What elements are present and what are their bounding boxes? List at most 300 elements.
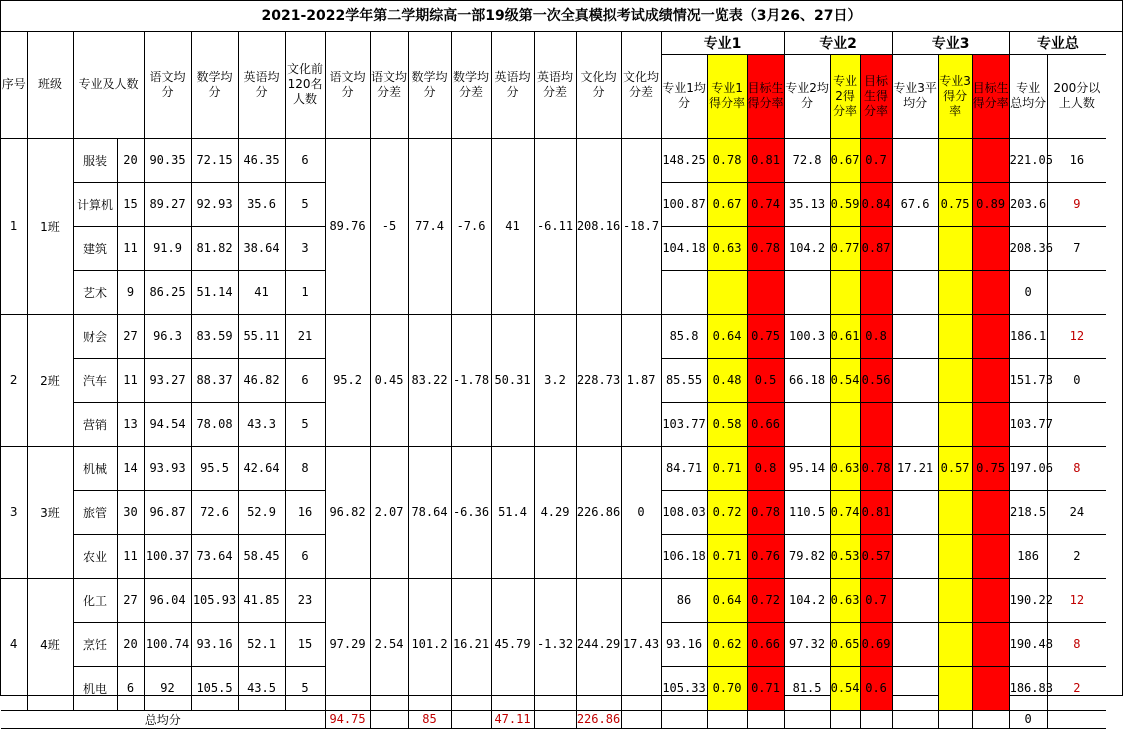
m2-target-cell: 0.7 (860, 578, 892, 622)
math-avg-cell: 105.93 (191, 578, 238, 622)
m3-avg-cell (892, 270, 938, 314)
m1-target-cell: 0.72 (747, 578, 784, 622)
over200-cell: 0 (1047, 358, 1106, 402)
top120-cell: 6 (285, 534, 325, 578)
class-chinese-diff-cell: 2.54 (370, 578, 408, 710)
m3-rate-cell (938, 490, 972, 534)
culture-diff-cell: 1.87 (621, 314, 661, 446)
class-english-avg-cell: 41 (491, 138, 534, 314)
m1-target-cell: 0.75 (747, 314, 784, 358)
people-cell: 20 (117, 138, 144, 182)
summary-chinese-avg: 94.75 (325, 710, 370, 728)
m2-target-cell: 0.69 (860, 622, 892, 666)
math-avg-cell: 83.59 (191, 314, 238, 358)
top120-cell: 6 (285, 138, 325, 182)
m3-target-cell (972, 578, 1009, 622)
over200-cell (1047, 270, 1106, 314)
people-cell: 27 (117, 578, 144, 622)
major-cell: 建筑 (73, 226, 117, 270)
m2-rate-cell: 0.67 (830, 138, 860, 182)
top120-cell: 6 (285, 358, 325, 402)
math-avg-cell: 81.82 (191, 226, 238, 270)
over200-cell: 16 (1047, 138, 1106, 182)
m2-avg-cell: 97.32 (784, 622, 830, 666)
m1-rate-cell: 0.64 (707, 578, 747, 622)
chinese-avg-cell: 93.93 (144, 446, 191, 490)
header-group-total: 专业总 (1009, 32, 1106, 54)
summary-label: 总均分 (1, 710, 325, 728)
m3-target-cell (972, 358, 1009, 402)
top120-cell: 5 (285, 402, 325, 446)
class-math-avg-cell: 77.4 (408, 138, 451, 314)
m2-avg-cell: 79.82 (784, 534, 830, 578)
class-math-diff-cell: -7.6 (451, 138, 491, 314)
header-m2-avg: 专业2均分 (784, 54, 830, 138)
total-avg-cell: 103.77 (1009, 402, 1047, 446)
english-avg-cell: 43.5 (238, 666, 285, 710)
m1-rate-cell: 0.71 (707, 534, 747, 578)
total-avg-cell: 221.05 (1009, 138, 1047, 182)
people-cell: 15 (117, 182, 144, 226)
header-group-major1: 专业1 (661, 32, 784, 54)
table-row (1, 578, 1135, 622)
class-chinese-diff-cell: 2.07 (370, 446, 408, 578)
m1-target-cell: 0.66 (747, 622, 784, 666)
m3-avg-cell: 67.6 (892, 182, 938, 226)
class-english-diff-cell: -1.32 (534, 578, 576, 710)
culture-diff-cell: 17.43 (621, 578, 661, 710)
math-avg-cell: 78.08 (191, 402, 238, 446)
m3-target-cell (972, 534, 1009, 578)
m1-target-cell: 0.78 (747, 490, 784, 534)
m2-rate-cell: 0.54 (830, 358, 860, 402)
m2-avg-cell: 35.13 (784, 182, 830, 226)
major-cell: 机械 (73, 446, 117, 490)
m2-avg-cell (784, 270, 830, 314)
header-math-avg: 数学均分 (191, 32, 238, 138)
top120-cell: 16 (285, 490, 325, 534)
culture-avg-cell: 228.73 (576, 314, 621, 446)
class-english-diff-cell: 4.29 (534, 446, 576, 578)
culture-avg-cell: 208.16 (576, 138, 621, 314)
m2-rate-cell: 0.53 (830, 534, 860, 578)
class-english-avg-cell: 50.31 (491, 314, 534, 446)
header-m1-avg: 专业1均分 (661, 54, 707, 138)
m1-avg-cell (661, 270, 707, 314)
total-avg-cell: 190.48 (1009, 622, 1047, 666)
header-english-diff: 英语均分差 (534, 32, 576, 138)
chinese-avg-cell: 100.37 (144, 534, 191, 578)
english-avg-cell: 58.45 (238, 534, 285, 578)
m1-avg-cell: 104.18 (661, 226, 707, 270)
header-m2-rate: 专业2得分率 (830, 54, 860, 138)
m3-avg-cell (892, 578, 938, 622)
chinese-avg-cell: 93.27 (144, 358, 191, 402)
m3-avg-cell (892, 534, 938, 578)
people-cell: 13 (117, 402, 144, 446)
total-avg-cell: 186.83 (1009, 666, 1047, 710)
m3-rate-cell (938, 270, 972, 314)
m3-avg-cell (892, 314, 938, 358)
m3-avg-cell (892, 622, 938, 666)
m1-rate-cell: 0.58 (707, 402, 747, 446)
m1-target-cell: 0.74 (747, 182, 784, 226)
m2-avg-cell: 110.5 (784, 490, 830, 534)
header-culture-diff: 文化均分差 (621, 32, 661, 138)
english-avg-cell: 55.11 (238, 314, 285, 358)
culture-avg-cell: 226.86 (576, 446, 621, 578)
m1-rate-cell: 0.48 (707, 358, 747, 402)
major-cell: 艺术 (73, 270, 117, 314)
m3-target-cell (972, 226, 1009, 270)
english-avg-cell: 52.9 (238, 490, 285, 534)
summary-total-avg: 0 (1009, 710, 1047, 728)
math-avg-cell: 51.14 (191, 270, 238, 314)
m1-target-cell: 0.5 (747, 358, 784, 402)
header-m3-rate: 专业3得分率 (938, 54, 972, 138)
m2-avg-cell: 104.2 (784, 226, 830, 270)
summary-english-avg: 47.11 (491, 710, 534, 728)
chinese-avg-cell: 96.04 (144, 578, 191, 622)
m3-target-cell (972, 666, 1009, 710)
major-cell: 计算机 (73, 182, 117, 226)
top120-cell: 21 (285, 314, 325, 358)
over200-cell: 8 (1047, 446, 1106, 490)
m1-target-cell (747, 270, 784, 314)
class-math-avg-cell: 83.22 (408, 314, 451, 446)
major-cell: 农业 (73, 534, 117, 578)
header-total-avg: 专业 总均分 (1009, 54, 1047, 138)
english-avg-cell: 41 (238, 270, 285, 314)
summary-empty (747, 710, 784, 728)
culture-diff-cell: 0 (621, 446, 661, 578)
m2-rate-cell (830, 402, 860, 446)
m3-avg-cell (892, 666, 938, 710)
header-seq: 序号 (1, 32, 27, 138)
seq-cell: 4 (1, 578, 27, 710)
culture-diff-cell: -18.7 (621, 138, 661, 314)
major-cell: 营销 (73, 402, 117, 446)
header-m2-target: 目标生得分率 (860, 54, 892, 138)
header-m1-rate: 专业1得分率 (707, 54, 747, 138)
m1-target-cell: 0.71 (747, 666, 784, 710)
table-row (1, 446, 1135, 490)
major-cell: 机电 (73, 666, 117, 710)
people-cell: 9 (117, 270, 144, 314)
total-avg-cell: 190.22 (1009, 578, 1047, 622)
m2-avg-cell: 66.18 (784, 358, 830, 402)
over200-cell: 12 (1047, 314, 1106, 358)
top120-cell: 8 (285, 446, 325, 490)
english-avg-cell: 52.1 (238, 622, 285, 666)
m2-target-cell: 0.81 (860, 490, 892, 534)
score-table (1, 32, 1135, 729)
over200-cell: 8 (1047, 622, 1106, 666)
m1-avg-cell: 106.18 (661, 534, 707, 578)
header-math-diff: 数学均分差 (451, 32, 491, 138)
class-name-cell: 3班 (27, 446, 73, 578)
m1-avg-cell: 86 (661, 578, 707, 622)
m2-target-cell (860, 402, 892, 446)
header-group-major3: 专业3 (892, 32, 1009, 54)
header-chinese-avg: 语文均分 (144, 32, 191, 138)
english-avg-cell: 41.85 (238, 578, 285, 622)
class-chinese-diff-cell: -5 (370, 138, 408, 314)
math-avg-cell: 105.5 (191, 666, 238, 710)
people-cell: 6 (117, 666, 144, 710)
major-cell: 财会 (73, 314, 117, 358)
m2-rate-cell: 0.63 (830, 578, 860, 622)
seq-cell: 1 (1, 138, 27, 314)
header-over200: 200分以上人数 (1047, 54, 1106, 138)
m3-avg-cell: 17.21 (892, 446, 938, 490)
m3-rate-cell (938, 358, 972, 402)
m1-rate-cell: 0.71 (707, 446, 747, 490)
summary-empty (621, 710, 661, 728)
over200-cell: 2 (1047, 534, 1106, 578)
english-avg-cell: 43.3 (238, 402, 285, 446)
summary-empty (534, 710, 576, 728)
m1-rate-cell: 0.70 (707, 666, 747, 710)
people-cell: 11 (117, 534, 144, 578)
chinese-avg-cell: 92 (144, 666, 191, 710)
m1-target-cell: 0.78 (747, 226, 784, 270)
header-chinese-diff: 语文均分差 (370, 32, 408, 138)
summary-row (1, 710, 1135, 728)
header-top120: 文化前120名人数 (285, 32, 325, 138)
math-avg-cell: 72.15 (191, 138, 238, 182)
class-name-cell: 1班 (27, 138, 73, 314)
m1-rate-cell: 0.62 (707, 622, 747, 666)
m3-rate-cell (938, 666, 972, 710)
top120-cell: 5 (285, 182, 325, 226)
m2-target-cell: 0.6 (860, 666, 892, 710)
total-avg-cell: 203.6 (1009, 182, 1047, 226)
m3-target-cell (972, 138, 1009, 182)
summary-empty (661, 710, 707, 728)
m3-rate-cell: 0.75 (938, 182, 972, 226)
m3-avg-cell (892, 138, 938, 182)
over200-cell: 9 (1047, 182, 1106, 226)
header-m3-avg: 专业3平均分 (892, 54, 938, 138)
m2-rate-cell: 0.74 (830, 490, 860, 534)
m2-avg-cell: 95.14 (784, 446, 830, 490)
math-avg-cell: 93.16 (191, 622, 238, 666)
top120-cell: 15 (285, 622, 325, 666)
class-math-avg-cell: 101.2 (408, 578, 451, 710)
class-name-cell: 2班 (27, 314, 73, 446)
m3-target-cell (972, 622, 1009, 666)
m2-rate-cell: 0.61 (830, 314, 860, 358)
m3-rate-cell (938, 314, 972, 358)
header-m1-target: 目标生得分率 (747, 54, 784, 138)
math-avg-cell: 72.6 (191, 490, 238, 534)
summary-empty (451, 710, 491, 728)
major-cell: 服装 (73, 138, 117, 182)
top120-cell: 1 (285, 270, 325, 314)
header-culture-avg: 文化均分 (576, 32, 621, 138)
m2-rate-cell: 0.63 (830, 446, 860, 490)
m1-target-cell: 0.81 (747, 138, 784, 182)
english-avg-cell: 35.6 (238, 182, 285, 226)
math-avg-cell: 92.93 (191, 182, 238, 226)
m2-rate-cell (830, 270, 860, 314)
m1-rate-cell: 0.78 (707, 138, 747, 182)
class-math-avg-cell: 78.64 (408, 446, 451, 578)
total-avg-cell: 186.1 (1009, 314, 1047, 358)
over200-cell: 7 (1047, 226, 1106, 270)
m1-rate-cell (707, 270, 747, 314)
summary-culture-avg: 226.86 (576, 712, 621, 726)
m2-rate-cell: 0.65 (830, 622, 860, 666)
seq-cell: 3 (1, 446, 27, 578)
people-cell: 14 (117, 446, 144, 490)
m1-target-cell: 0.8 (747, 446, 784, 490)
chinese-avg-cell: 86.25 (144, 270, 191, 314)
total-avg-cell: 197.06 (1009, 446, 1047, 490)
m3-target-cell (972, 402, 1009, 446)
top120-cell: 23 (285, 578, 325, 622)
m2-avg-cell: 72.8 (784, 138, 830, 182)
math-avg-cell: 88.37 (191, 358, 238, 402)
table-row (1, 314, 1135, 358)
m3-target-cell (972, 490, 1009, 534)
m1-avg-cell: 108.03 (661, 490, 707, 534)
m3-target-cell (972, 314, 1009, 358)
m1-avg-cell: 105.33 (661, 666, 707, 710)
people-cell: 11 (117, 226, 144, 270)
m1-avg-cell: 100.87 (661, 182, 707, 226)
header-english-avg: 英语均分 (238, 32, 285, 138)
people-cell: 27 (117, 314, 144, 358)
summary-empty (938, 710, 972, 728)
m3-rate-cell (938, 534, 972, 578)
m3-avg-cell (892, 490, 938, 534)
people-cell: 11 (117, 358, 144, 402)
m3-rate-cell: 0.57 (938, 446, 972, 490)
chinese-avg-cell: 89.27 (144, 182, 191, 226)
m3-rate-cell (938, 402, 972, 446)
chinese-avg-cell: 100.74 (144, 622, 191, 666)
m2-target-cell: 0.57 (860, 534, 892, 578)
m1-target-cell: 0.66 (747, 402, 784, 446)
m2-rate-cell: 0.59 (830, 182, 860, 226)
people-cell: 30 (117, 490, 144, 534)
m1-avg-cell: 93.16 (661, 622, 707, 666)
major-cell: 烹饪 (73, 622, 117, 666)
class-chinese-avg-cell: 96.82 (325, 446, 370, 578)
m3-avg-cell (892, 226, 938, 270)
summary-math-avg: 85 (408, 710, 451, 728)
header-class-english-avg: 英语均分 (491, 32, 534, 138)
m1-rate-cell: 0.63 (707, 226, 747, 270)
m3-avg-cell (892, 358, 938, 402)
header-m3-target: 目标生得分率 (972, 54, 1009, 138)
m2-target-cell: 0.7 (860, 138, 892, 182)
header-group-major2: 专业2 (784, 32, 892, 54)
major-cell: 旅管 (73, 490, 117, 534)
total-avg-cell: 151.73 (1009, 358, 1047, 402)
m3-avg-cell (892, 402, 938, 446)
chinese-avg-cell: 94.54 (144, 402, 191, 446)
over200-cell: 2 (1047, 666, 1106, 710)
math-avg-cell: 95.5 (191, 446, 238, 490)
m1-avg-cell: 85.55 (661, 358, 707, 402)
class-math-diff-cell: -6.36 (451, 446, 491, 578)
english-avg-cell: 38.64 (238, 226, 285, 270)
sheet-title: 2021-2022学年第二学期综高一部19级第一次全真模拟考试成绩情况一览表（3月26、27日） (1, 1, 1122, 32)
class-english-diff-cell: 3.2 (534, 314, 576, 446)
m1-rate-cell: 0.64 (707, 314, 747, 358)
over200-cell: 24 (1047, 490, 1106, 534)
summary-empty (860, 710, 892, 728)
m2-avg-cell: 100.3 (784, 314, 830, 358)
people-cell: 20 (117, 622, 144, 666)
m2-rate-cell: 0.54 (830, 666, 860, 710)
summary-empty (972, 710, 1009, 728)
culture-avg-cell: 244.29 (576, 578, 621, 710)
seq-cell: 2 (1, 314, 27, 446)
over200-cell (1047, 402, 1106, 446)
total-avg-cell: 186 (1009, 534, 1047, 578)
class-chinese-diff-cell: 0.45 (370, 314, 408, 446)
header-major-people: 专业及人数 (73, 32, 144, 138)
table-row (1, 138, 1135, 182)
english-avg-cell: 42.64 (238, 446, 285, 490)
math-avg-cell: 73.64 (191, 534, 238, 578)
total-avg-cell: 0 (1009, 270, 1047, 314)
m2-rate-cell: 0.77 (830, 226, 860, 270)
m3-rate-cell (938, 138, 972, 182)
over200-cell: 12 (1047, 578, 1106, 622)
english-avg-cell: 46.35 (238, 138, 285, 182)
major-cell: 汽车 (73, 358, 117, 402)
m2-target-cell: 0.8 (860, 314, 892, 358)
m1-avg-cell: 84.71 (661, 446, 707, 490)
chinese-avg-cell: 91.9 (144, 226, 191, 270)
m2-target-cell: 0.56 (860, 358, 892, 402)
summary-empty (784, 710, 830, 728)
m3-rate-cell (938, 226, 972, 270)
m2-avg-cell (784, 402, 830, 446)
chinese-avg-cell: 96.3 (144, 314, 191, 358)
m1-rate-cell: 0.67 (707, 182, 747, 226)
total-avg-cell: 218.5 (1009, 490, 1047, 534)
summary-empty (830, 710, 860, 728)
m1-avg-cell: 148.25 (661, 138, 707, 182)
total-avg-cell: 208.36 (1009, 226, 1047, 270)
summary-empty (370, 710, 408, 728)
header-class: 班级 (27, 32, 73, 138)
m2-avg-cell: 81.5 (784, 666, 830, 710)
m1-avg-cell: 103.77 (661, 402, 707, 446)
class-english-avg-cell: 51.4 (491, 446, 534, 578)
m1-avg-cell: 85.8 (661, 314, 707, 358)
class-chinese-avg-cell: 97.29 (325, 578, 370, 710)
class-math-diff-cell: 16.21 (451, 578, 491, 710)
class-chinese-avg-cell: 89.76 (325, 138, 370, 314)
summary-empty (892, 710, 938, 728)
major-cell: 化工 (73, 578, 117, 622)
header-class-chinese-avg: 语文均分 (325, 32, 370, 138)
summary-empty (707, 710, 747, 728)
m2-target-cell (860, 270, 892, 314)
class-english-avg-cell: 45.79 (491, 578, 534, 710)
m2-target-cell: 0.84 (860, 182, 892, 226)
header-class-math-avg: 数学均分 (408, 32, 451, 138)
top120-cell: 3 (285, 226, 325, 270)
m1-target-cell: 0.76 (747, 534, 784, 578)
